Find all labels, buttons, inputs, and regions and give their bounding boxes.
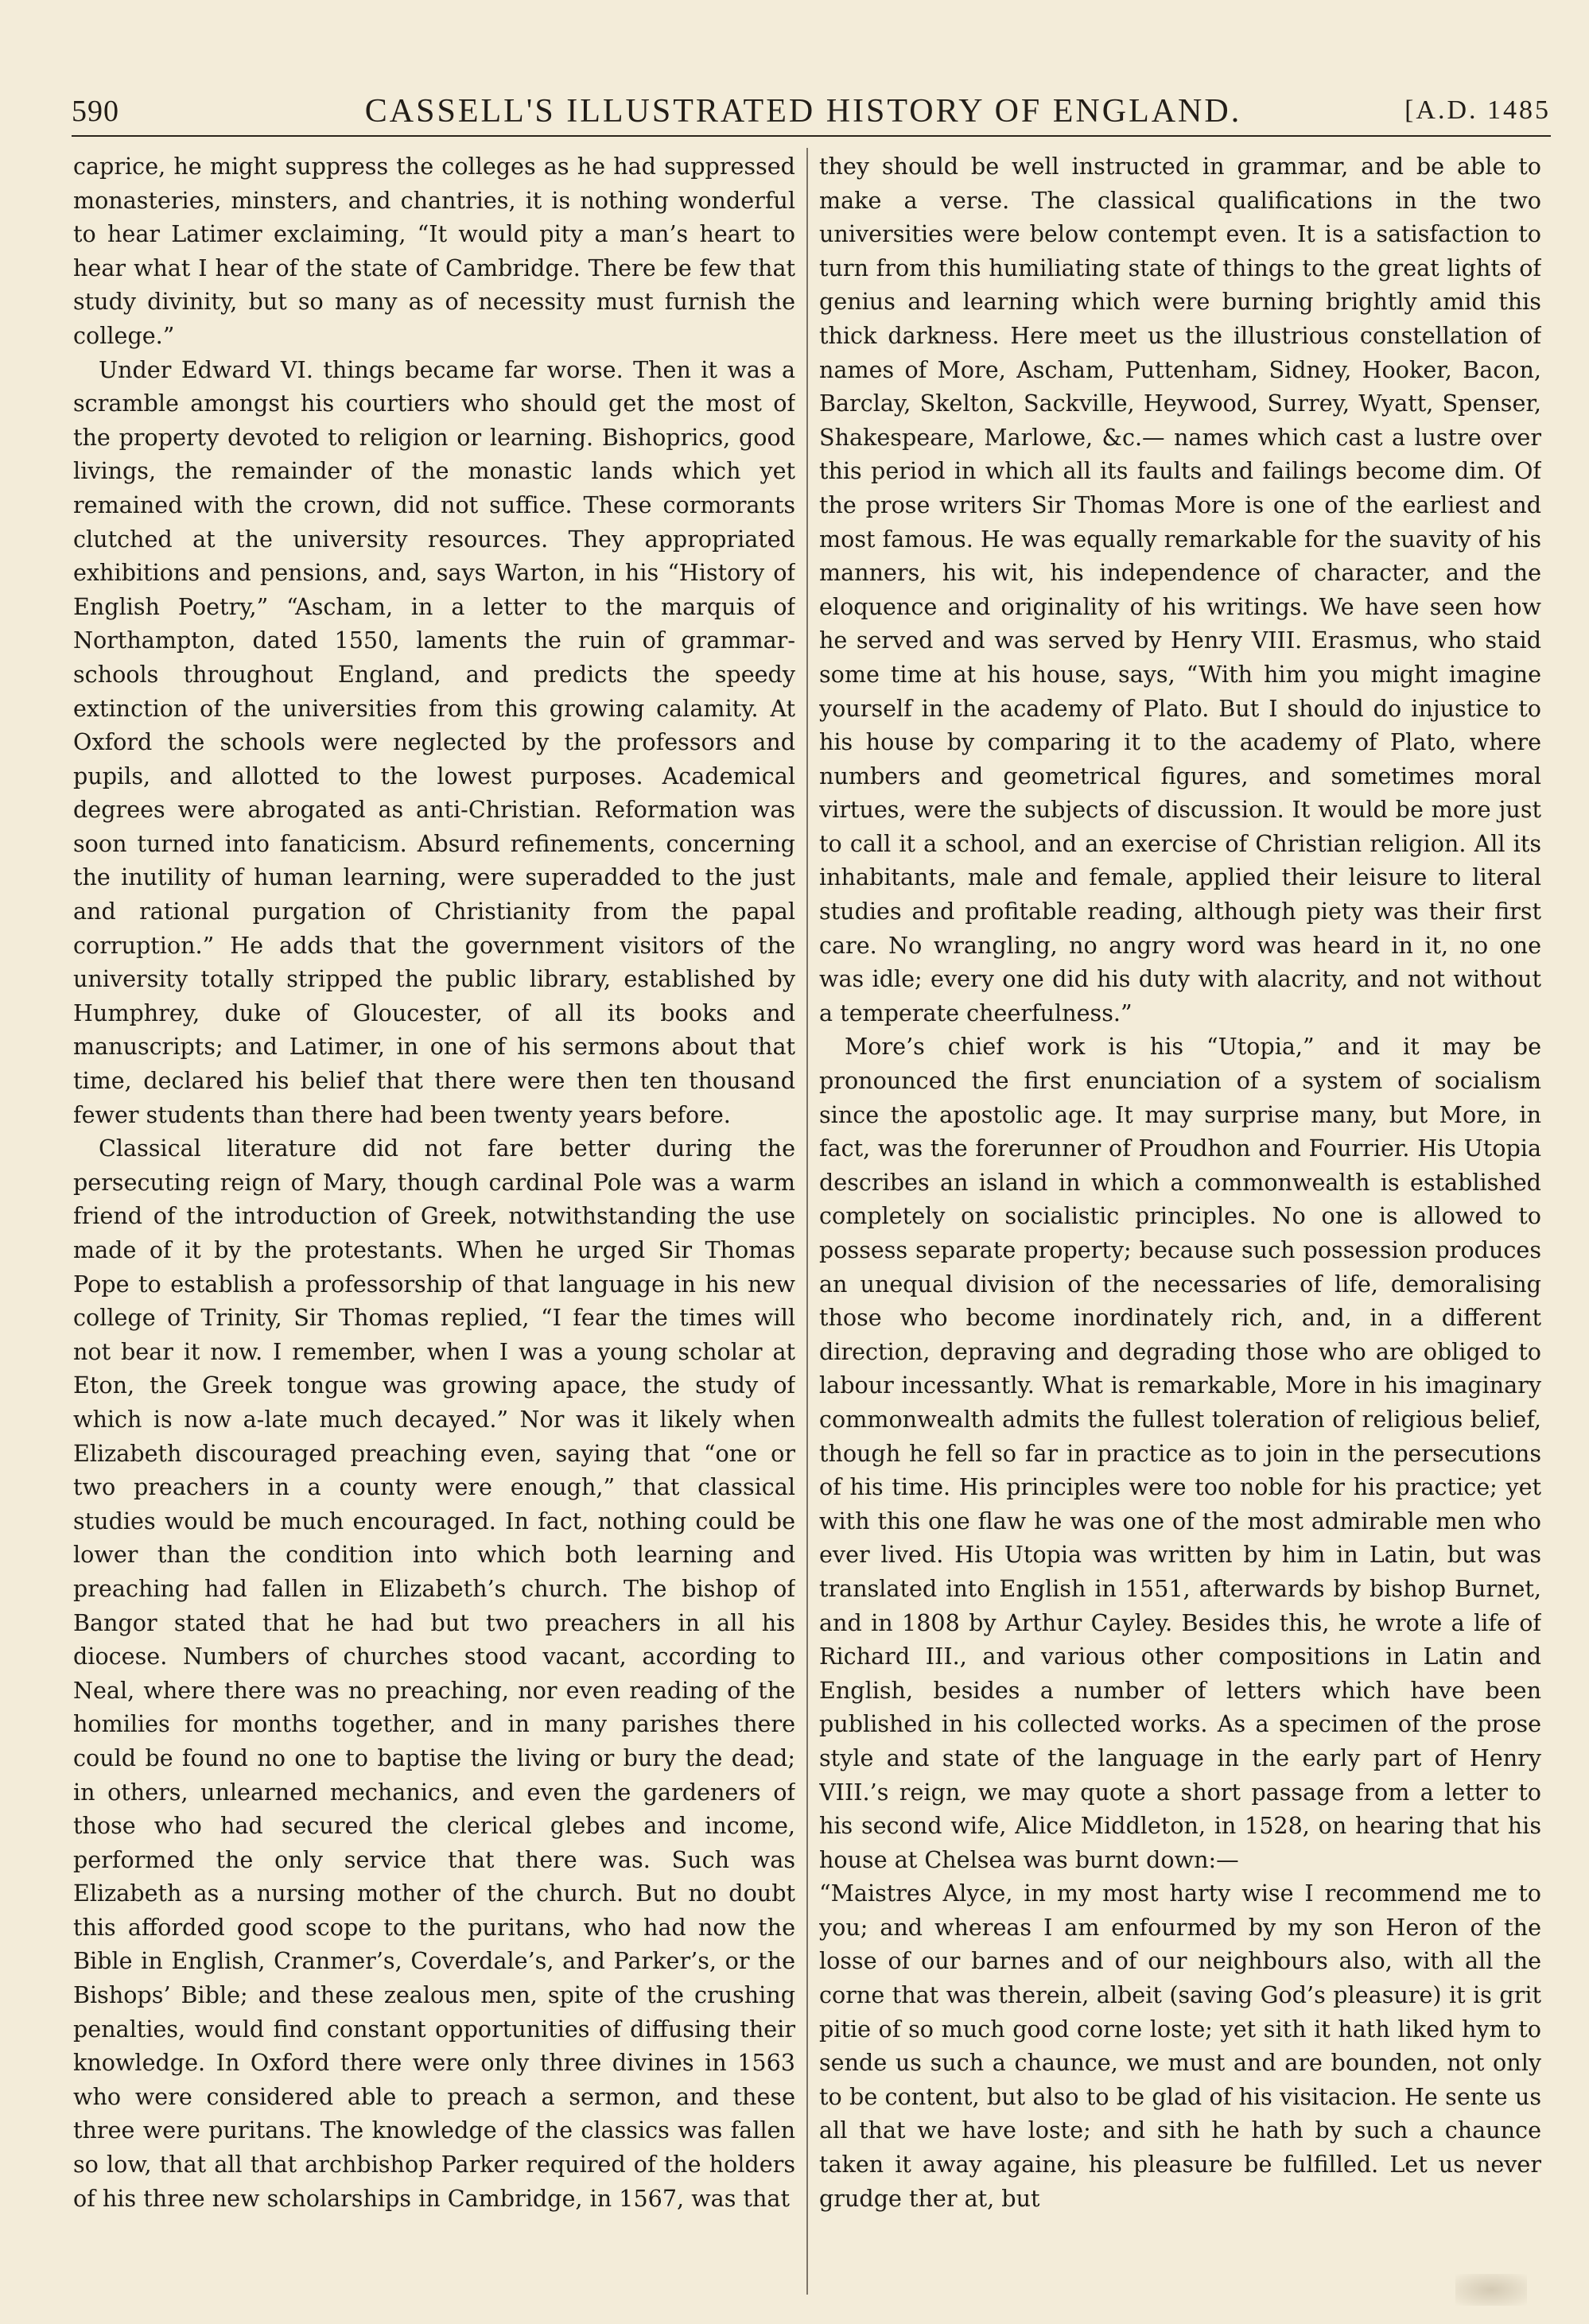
header-rule (72, 135, 1551, 137)
running-title: CASSELL'S ILLUSTRATED HISTORY OF ENGLAND. (364, 93, 1242, 130)
page-smudge (1455, 2274, 1527, 2306)
right-column (819, 149, 1541, 2288)
left-paragraph-2: Under Edward VI. things became far worse. Then it was a scramble amongst his courtiers who should get the most of the property devoted to religion or learning. Bishoprics, good livings, the remainder of the monastic lands which yet remained with the crown, did not suffice. These cormorants clutched at the university resources. They appropriated exhibitions and pensions, and, says Warton, in his “History of English Poetry,” “Ascham, in a letter to the marquis of Northampton, dated 1550, laments the ruin of grammar-schools throughout England, and predicts the speedy extinction of the universities from this growing calamity. At Oxford the schools were neglected by the professors and pupils, and allotted to the lowest purposes. Academical degrees were abrogated as anti-Christian. Reformation was soon turned into fanaticism. Absurd refinements, concerning the inutility of human learning, were superadded to the just and rational purgation of Christianity from the papal corruption.” He adds that the government visitors of the university totally stripped the public library, established by Humphrey, duke of Gloucester, of all its books and manuscripts; and Latimer, in one of his sermons about that time, declared his belief that there were then ten thousand fewer students than there had been twenty years before. (73, 355, 795, 1128)
running-header (72, 86, 1551, 130)
left-paragraph-3: Classical literature did not fare better during the persecuting reign of Mary, though cardinal Pole was a warm friend of the introduction of Greek, notwithstanding the use made of it by the protestants. When he urged Sir Thomas Pope to establish a professorship of that language in his new college of Trinity, Sir Thomas replied, “I fear the times will not bear it now. I remember, when I was a young scholar at Eton, the Greek tongue was growing apace, the study of which is now a-late much decayed.” Nor was it likely when Elizabeth discouraged preaching even, saying that “one or two preachers in a county were enough,” that classical studies would be much encouraged. In fact, nothing could be lower than the condition into which both learning and preaching had fallen in Elizabeth’s church. The bishop of Bangor stated that he had but two preachers in all his diocese. Numbers of churches stood vacant, according to Neal, where there was no preaching, nor even reading of the homilies for months together, and in many parishes there could be found no one to baptise the living or bury the dead; in others, unlearned mechanics, and even the gardeners of those who had secured the clerical glebes and income, performed the only service that there was. Such was Elizabeth as a nursing mother of the church. But no doubt this afforded good scope to the puritans, who had now the Bible in English, Cranmer’s, Coverdale’s, and Parker’s, or the Bishops’ Bible; and these zealous men, spite of the crushing penalties, would find constant opportunities of diffusing their knowledge. In Oxford there were only three divines in 1563 who were considered able to preach a sermon, and these three were puritans. The knowledge of the classics was fallen so low, that all that archbishop Parker required of the holders of his three new scholarships in Cambridge, in 1567, was that (73, 1135, 795, 2212)
right-paragraph-3: “Maistres Alyce, in my most harty wise I recommend me to you; and whereas I am enfourmed by my son Heron of the losse of our barnes and of our neighbours also, with all the corne that was therein, albeit (saving God’s pleasure) it is grit pitie of so much good corne loste; yet sith it hath liked hym to sende us such a chaunce, we must and are bounden, not only to be content, but also to be glad of his visitacion. He sente us all that we have loste; and sith he hath by such a chaunce taken it away againe, his pleasure be fulfilled. Let us never grudge ther at, but (819, 1880, 1541, 2212)
left-paragraph-1: caprice, he might suppress the colleges as he had suppressed monasteries, minsters, and chantries, it is nothing wonderful to hear Latimer exclaiming, “It would pity a man’s heart to hear what I hear of the state of Cambridge. There be few that study divinity, but so many as of necessity must furnish the college.” (73, 153, 795, 349)
right-paragraph-2: More’s chief work is his “Utopia,” and it may be pronounced the first enunciation of a system of socialism since the apostolic age. It may surprise many, but More, in fact, was the forerunner of Proudhon and Fourrier. His Utopia describes an island in which a commonwealth is established completely on socialistic principles. No one is allowed to possess separate property; because such possession produces an unequal division of the necessaries of life, demoralising those who become inordinately rich, and, in a different direction, depraving and degrading those who are obliged to labour incessantly. What is remarkable, More in his imaginary commonwealth admits the fullest toleration of religious belief, though he fell so far in practice as to join in the persecutions of his time. His principles were too noble for his practice; yet with this one flaw he was one of the most admirable men who ever lived. His Utopia was written by him in Latin, but was translated into English in 1551, afterwards by bishop Burnet, and in 1808 by Arthur Cayley. Besides this, he wrote a life of Richard III., and various other compositions in Latin and English, besides a number of letters which have been published in his collected works. As a specimen of the prose style and state of the language in the early part of Henry VIII.’s reign, we may quote a short passage from a letter to his second wife, Alice Middleton, in 1528, on hearing that his house at Chelsea was burnt down:— (819, 1033, 1541, 1873)
left-column (73, 149, 795, 2288)
page-number: 590 (72, 95, 119, 128)
right-paragraph-1: they should be well instructed in grammar, and be able to make a verse. The classical qualifications in the two universities were below contempt even. It is a satisfaction to turn from this humiliating state of things to the great lights of genius and learning which were burning brightly amid this thick darkness. Here meet us the illustrious constellation of names of More, Ascham, Puttenham, Sidney, Hooker, Bacon, Barclay, Skelton, Sackville, Heywood, Surrey, Wyatt, Spenser, Shakespeare, Marlowe, &c.— names which cast a lustre over this period in which all its faults and failings become dim. Of the prose writers Sir Thomas More is one of the earliest and most famous. He was equally remarkable for the suavity of his manners, his wit, his independence of character, and the eloquence and originality of his writings. We have seen how he served and was served by Henry VIII. Erasmus, who staid some time at his house, says, “With him you might imagine yourself in the academy of Plato. But I should do injustice to his house by comparing it to the academy of Plato, where numbers and geometrical figures, and sometimes moral virtues, were the subjects of discussion. It would be more just to call it a school, and an exercise of Christian religion. All its inhabitants, male and female, applied their leisure to literal studies and profitable reading, although piety was their first care. No wrangling, no angry word was heard in it, no one was idle; every one did his duty with alacrity, and not without a temperate cheerfulness.” (819, 153, 1541, 1026)
period-date: [A.D. 1485 (1404, 95, 1551, 125)
column-divider (806, 148, 808, 2295)
